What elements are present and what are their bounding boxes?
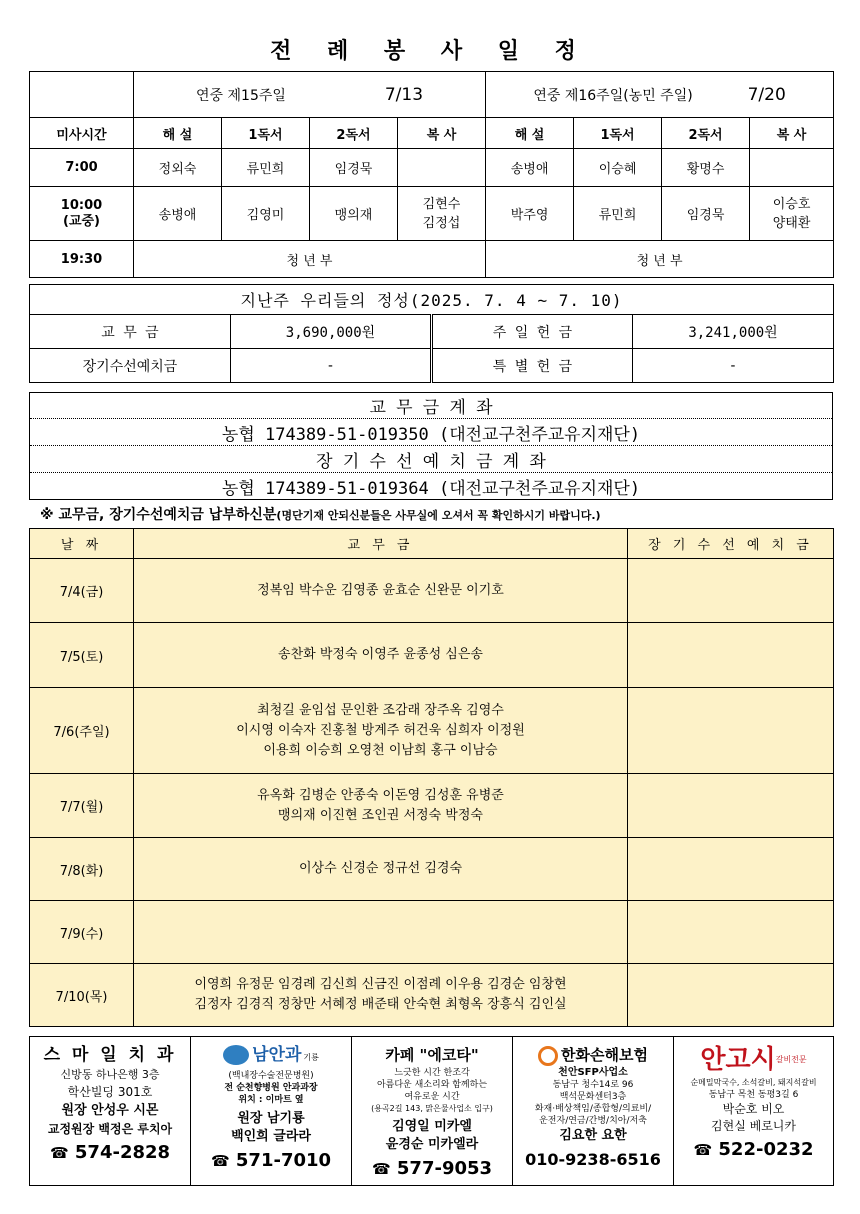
schedule-cell: 이승혜 [574,149,662,187]
corner-cell [30,72,134,118]
donations-table [29,528,834,1027]
week1-date: 7/13 [384,84,424,105]
ad-phone [30,1140,190,1166]
mass-time: 7:00 [30,149,134,187]
repair-fund-cell [628,964,834,1027]
account-number: 농협 174389-51-019350 (대전교구천주교유지재단) [30,419,833,446]
ad-line: 학산빌딩 301호 [67,1085,153,1099]
donation-date: 7/9(수) [30,901,134,964]
mass-time-line2: (교중) [63,213,100,229]
ad-dental-clinic [30,1037,191,1186]
donation-date: 7/10(목) [30,964,134,1027]
header-commentator-1: 해 설 [134,118,222,149]
week1-name: 연중 제15주일 [196,87,286,104]
header-reading1-1: 1독서 [222,118,310,149]
name-line: 이시영 이숙자 진홍철 방계주 허건욱 심희자 이정원 [236,722,525,738]
name-line: 김정자 김경직 정창만 서혜정 배준태 안숙현 최형옥 장흥식 김인실 [194,997,567,1012]
server-name: 양태환 [772,215,811,231]
offering-value: 3,690,000원 [231,315,432,349]
schedule-row-0700 [30,149,834,187]
repair-fund-cell [628,559,834,623]
schedule-row-1000 [30,187,834,241]
account-number: 농협 174389-51-019364 (대전교구천주교유지재단) [30,473,833,500]
name-line: 송찬화 박정숙 이영주 윤종성 심은송 [278,647,483,662]
header-reading1-2: 1독서 [574,118,662,149]
ad-insurance [513,1037,674,1186]
phone-icon: ☎ [371,1160,391,1178]
ad-name: 원장 남기룡 [237,1111,305,1126]
ad-title-small: 갈비전문 [775,1055,807,1064]
donation-names [134,838,628,901]
ad-name: 김현실 베로니카 [711,1119,796,1133]
payment-note [40,504,601,524]
ad-name: 백인희 글라라 [231,1129,311,1144]
header-reading2-1: 2독서 [310,118,398,149]
ad-phone [191,1148,351,1174]
ad-title-row [513,1043,673,1067]
offering-label: 특 별 헌 금 [432,349,633,383]
account-title: 장 기 수 선 예 치 금 계 좌 [30,446,833,473]
schedule-cell: 송병애 [486,149,574,187]
header-mass-time: 미사시간 [30,118,134,149]
ad-title: 스 마 일 치 과 [43,1045,177,1065]
offering-value: 3,241,000원 [633,315,834,349]
schedule-cell: 송병애 [134,187,222,241]
ad-phone [674,1137,833,1163]
ad-line: 위치 : 이마트 옆 [238,1095,304,1105]
name-line: 이상수 신경순 정규선 김경숙 [298,861,463,876]
schedule-cell: 박주영 [486,187,574,241]
ad-line: 동남구 청수14로 96 [552,1080,634,1090]
ad-line: 화재·배상책임/종합형/의료비/ [534,1104,652,1114]
header-commentator-2: 해 설 [486,118,574,149]
ad-line: 전 순천향병원 안과과장 [224,1083,318,1093]
ad-title: 한화손해보험 [561,1046,648,1064]
ad-line: 동남구 목천 동평3길 6 [708,1090,799,1100]
table-row [30,901,834,964]
ad-title: 안고시 [700,1045,776,1075]
repair-fund-cell [628,901,834,964]
name-line: 유옥화 김병순 안종숙 이돈영 김성훈 유병준 [257,787,504,803]
name-line: 맹의재 이진현 조인권 서정숙 박정숙 [278,807,483,823]
schedule-cell: 임경묵 [662,187,750,241]
ad-restaurant [674,1037,834,1186]
ad-line: 순메밀막국수, 소석갈비, 돼지석갈비 [690,1078,817,1087]
donation-names [134,964,628,1027]
table-row [30,688,834,774]
note-main: ※ 교무금, 장기수선예치금 납부하신분 [40,507,277,523]
schedule-row-1930 [30,241,834,278]
offerings-table [29,284,834,383]
header-date: 날 짜 [30,529,134,559]
ad-title-small: 기룡 [303,1053,319,1062]
donation-names [134,559,628,623]
phone-number: 522-0232 [718,1139,814,1160]
donation-date: 7/6(주일) [30,688,134,774]
phone-number: 571-7010 [235,1150,332,1171]
offering-value: - [231,349,432,383]
repair-fund-cell [628,774,834,838]
ad-title-row [674,1043,833,1077]
ad-name: 박순호 비오 [722,1102,785,1116]
server-name: 김정섭 [422,215,461,231]
donation-date: 7/4(금) [30,559,134,623]
ad-line: 백석문화센터3층 [559,1092,627,1102]
donation-date: 7/5(토) [30,623,134,688]
ad-name: 원장 안성우 시몬 [61,1103,159,1118]
table-row [30,838,834,901]
ad-line: 아름다운 새소리와 함께하는 [376,1080,488,1090]
role-header-row [30,118,834,149]
ad-title: 카페 "에코타" [385,1046,479,1064]
table-row [30,964,834,1027]
ad-phone [352,1156,512,1182]
ad-title-row [191,1043,351,1070]
hanwha-logo-icon [538,1046,558,1066]
phone-icon: ☎ [693,1141,713,1159]
offering-label: 교 무 금 [30,315,231,349]
ad-line: 천안SFP사업소 [558,1067,628,1078]
youth-group-cell: 청 년 부 [486,241,834,278]
ad-line: 느긋한 시간 한조각 [394,1068,470,1078]
ad-name: 윤경순 미카엘라 [385,1137,479,1152]
ad-line: (백내장수술전문병원) [228,1071,314,1081]
header-reading2-2: 2독서 [662,118,750,149]
phone-number: 574-2828 [74,1142,171,1163]
schedule-cell: 류민희 [222,149,310,187]
donation-date: 7/7(월) [30,774,134,838]
repair-fund-cell [628,838,834,901]
phone-number: 577-9053 [396,1158,493,1179]
donation-names [134,774,628,838]
ad-name: 김요한 요한 [559,1128,627,1143]
ad-name: 교정원장 백정은 루치아 [47,1122,173,1136]
liturgy-schedule-table [29,71,834,278]
donation-date: 7/8(화) [30,838,134,901]
ad-cafe [352,1037,513,1186]
ad-line: 신방동 하나은행 3층 [60,1068,160,1081]
offering-label: 장기수선예치금 [30,349,231,383]
schedule-cell [398,187,486,241]
donations-header-row [30,529,834,559]
repair-fund-cell [628,688,834,774]
phone-icon: ☎ [49,1144,69,1162]
name-line: 정복임 박수운 김영종 윤효순 신완문 이기호 [257,582,504,598]
schedule-cell: 맹의재 [310,187,398,241]
schedule-cell [398,149,486,187]
schedule-cell: 류민희 [574,187,662,241]
ad-eye-clinic [191,1037,352,1186]
server-name: 김현수 [422,196,461,212]
schedule-cell [750,187,834,241]
week-header-row [30,72,834,118]
schedule-cell: 정외숙 [134,149,222,187]
server-name: 이승호 [772,196,811,212]
ad-name: 김영일 미카엘 [392,1119,472,1134]
eye-logo-icon [223,1045,249,1065]
name-line: 이영희 유정문 임경례 김신희 신금진 이점례 이우용 김경순 임창현 [194,977,567,992]
name-line: 이용희 이승희 오영천 이남희 홍구 이남승 [263,742,498,758]
donation-names [134,623,628,688]
week2-header [486,72,834,118]
donation-names [134,901,628,964]
phone-icon: ☎ [210,1152,230,1170]
mass-time-line1: 10:00 [60,197,103,213]
week2-name: 연중 제16주일(농민 주일) [533,87,693,104]
accounts-table [29,392,833,500]
schedule-cell [750,149,834,187]
mass-time [30,187,134,241]
ad-line: 여유로운 시간 [404,1092,460,1102]
ad-title: 남안과 [252,1045,302,1065]
offering-value: - [633,349,834,383]
offering-label: 주 일 헌 금 [432,315,633,349]
header-dues: 교 무 금 [134,529,628,559]
repair-fund-cell [628,623,834,688]
schedule-cell: 김영미 [222,187,310,241]
header-server-1: 복 사 [398,118,486,149]
table-row [30,623,834,688]
ad-line: 운전자/연금/간병/치아/저축 [539,1116,647,1126]
youth-group-cell: 청 년 부 [134,241,486,278]
phone-number: 010-9238-6516 [525,1150,661,1169]
schedule-cell: 임경묵 [310,149,398,187]
note-sub: (명단기재 안되신분들은 사무실에 오셔서 꼭 확인하시기 바랍니다.) [276,509,601,522]
table-row [30,559,834,623]
donation-names [134,688,628,774]
week2-date: 7/20 [747,84,786,105]
schedule-cell: 황명수 [662,149,750,187]
ad-line: (용곡2길 143, 맑은물사업소 입구) [371,1104,493,1113]
sponsor-ads [29,1036,834,1186]
page-title: 전 례 봉 사 일 정 [270,39,590,64]
account-title: 교 무 금 계 좌 [30,393,833,419]
header-server-2: 복 사 [750,118,834,149]
offerings-title: 지난주 우리들의 정성(2025. 7. 4 ~ 7. 10) [30,285,834,315]
week1-header [134,72,486,118]
ad-phone [513,1147,673,1173]
header-repair-fund: 장 기 수 선 예 치 금 [628,529,834,559]
mass-time: 19:30 [30,241,134,278]
name-line: 최청길 윤임섭 문인환 조감래 장주옥 김영수 [257,702,504,718]
table-row [30,774,834,838]
